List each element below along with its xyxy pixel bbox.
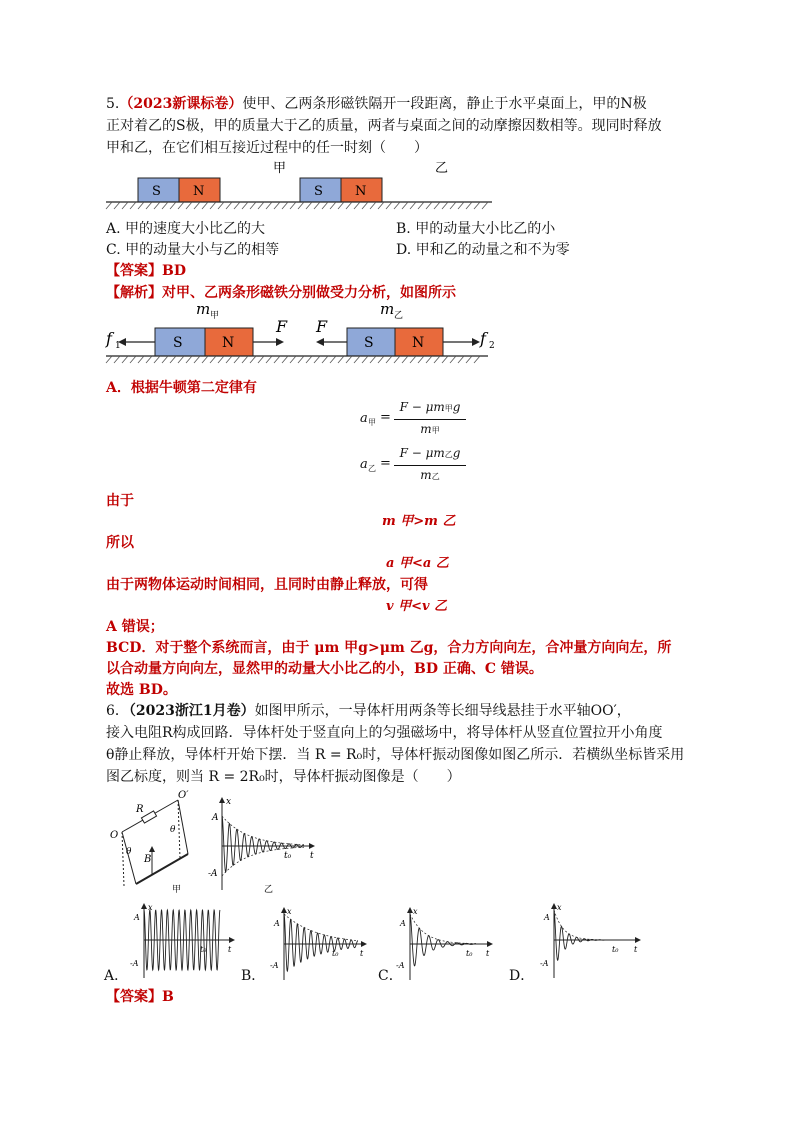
opt-d-label: D． xyxy=(509,968,535,984)
svg-text:x: x xyxy=(226,797,232,807)
svg-text:O: O xyxy=(110,830,119,841)
option-d-graph xyxy=(534,900,644,982)
svg-text:1: 1 xyxy=(115,341,121,351)
fig-jia-circuit xyxy=(104,788,204,896)
option-a-graph xyxy=(120,900,238,982)
q6-stem-line3: θ静止释放，导体杆开始下摆．当 R = R₀时，导体杆振动图像如图乙所示．若横纵坐标皆采用 xyxy=(106,747,685,763)
opt-a-label: A． xyxy=(104,968,129,984)
relation-v: v 甲<v 乙 xyxy=(386,599,448,614)
option-b: B. 甲的动量大小比乙的小 xyxy=(396,221,556,237)
svg-text:-A: -A xyxy=(270,961,279,970)
step-a: A．根据牛顿第二定律有 xyxy=(106,380,257,396)
q6-stem-line2: 接入电阻R构成回路．导体杆处于竖直向上的匀强磁场中，将导体杆从竖直位置拉开小角度 xyxy=(106,725,663,741)
svg-text:f: f xyxy=(106,329,112,348)
svg-text:-A: -A xyxy=(540,959,549,968)
field-arrow-icon xyxy=(149,846,155,852)
fig-yi-graph xyxy=(204,794,320,894)
svg-text:-A: -A xyxy=(396,961,405,970)
svg-text:x: x xyxy=(413,907,418,916)
q5-stem-line3: 甲和乙，在它们相互接近过程中的任一时刻（ ） xyxy=(106,140,428,156)
q5-number: 5. xyxy=(106,96,120,112)
svg-text:θ: θ xyxy=(126,847,132,857)
option-c: C. 甲的动量大小与乙的相等 xyxy=(106,242,280,258)
option-a: A. 甲的速度大小比乙的大 xyxy=(106,221,266,237)
bcd-line2: 以合动量方向向左，显然甲的动量大小比乙的小，BD 正确、C 错误。 xyxy=(106,661,543,677)
svg-text:S: S xyxy=(152,184,161,199)
option-d: D. 甲和乙的动量之和不为零 xyxy=(396,242,570,258)
svg-text:x: x xyxy=(557,903,562,912)
svg-text:t: t xyxy=(228,945,232,954)
q5-answer: 【答案】BD xyxy=(106,263,186,279)
svg-text:m: m xyxy=(380,300,395,318)
conclusion: 故选 BD。 xyxy=(106,682,177,698)
q5-stem-line2: 正对着乙的S极，甲的质量大于乙的质量，两者与桌面之间的动摩擦因数相等。现同时释放 xyxy=(106,118,662,134)
svg-text:t: t xyxy=(360,949,364,958)
svg-text:t₀: t₀ xyxy=(466,949,473,958)
svg-text:f: f xyxy=(480,329,486,348)
svg-text:t: t xyxy=(486,949,490,958)
svg-text:N: N xyxy=(355,184,367,199)
svg-text:A: A xyxy=(400,919,406,928)
svg-text:x: x xyxy=(287,907,292,916)
q6-stem-line4: 图乙标度，则当 R = 2R₀时，导体杆振动图像是（ ） xyxy=(106,769,461,785)
damped-curve-b xyxy=(284,914,358,971)
svg-text:甲: 甲 xyxy=(210,311,220,321)
equation-a-jia: a 甲 = F − μm甲g m甲 xyxy=(360,400,480,442)
relation-m: m 甲>m 乙 xyxy=(382,514,456,529)
time-line: 由于两物体运动时间相同，且同时由静止释放，可得 xyxy=(106,577,428,593)
opt-c-label: C． xyxy=(378,968,403,984)
damped-curve-d xyxy=(554,910,630,960)
svg-text:t₀: t₀ xyxy=(332,949,339,958)
option-c-graph xyxy=(396,904,496,984)
q5-force-figure xyxy=(100,296,510,378)
a-wrong: A 错误； xyxy=(106,619,164,635)
svg-text:θ: θ xyxy=(170,825,176,835)
svg-text:A: A xyxy=(134,913,140,922)
svg-text:O′: O′ xyxy=(178,790,189,801)
resistor-icon xyxy=(141,811,156,823)
svg-text:A: A xyxy=(544,913,550,922)
svg-text:m: m xyxy=(196,300,211,318)
q6-stem-line1: 6．（2023浙江1月卷）如图甲所示，一导体杆用两条等长细导线悬挂于水平轴OO′， xyxy=(106,703,631,719)
damped-curve-c xyxy=(410,914,476,966)
bcd-line1: BCD．对于整个系统而言，由于 μm 甲g>μm 乙g，合力方向向左，合冲量方向向左，所 xyxy=(106,640,672,656)
svg-text:S: S xyxy=(364,335,374,351)
svg-text:S: S xyxy=(173,335,183,351)
q6-source: （2023浙江1月卷） xyxy=(128,703,255,719)
q5-analysis-intro: 【解析】对甲、乙两条形磁铁分别做受力分析，如图所示 xyxy=(106,285,456,301)
q5-source: （2023新课标卷） xyxy=(119,96,243,112)
q5-stem-line1: 5.（2023新课标卷）使甲、乙两条形磁铁隔开一段距离，静止于水平桌面上，甲的N极 xyxy=(106,96,647,112)
svg-text:t: t xyxy=(310,851,314,861)
relation-a: a 甲<a 乙 xyxy=(386,556,449,571)
svg-text:R: R xyxy=(136,804,144,815)
q6-number: 6． xyxy=(106,703,129,719)
label-jia: 甲 xyxy=(273,161,287,176)
q6-answer: 【答案】B xyxy=(106,989,174,1005)
equation-a-yi: a 乙 = F − μm乙g m乙 xyxy=(360,446,480,488)
so: 所以 xyxy=(106,535,134,551)
svg-text:2: 2 xyxy=(489,341,495,351)
svg-text:t₀: t₀ xyxy=(200,945,207,954)
opt-b-label: B． xyxy=(241,968,266,984)
option-b-graph xyxy=(270,904,370,984)
svg-text:-A: -A xyxy=(130,959,139,968)
svg-text:N: N xyxy=(193,184,205,199)
svg-text:t₀: t₀ xyxy=(284,851,292,861)
svg-text:A: A xyxy=(274,919,280,928)
svg-text:A: A xyxy=(212,813,219,823)
svg-text:乙: 乙 xyxy=(394,311,404,321)
svg-text:S: S xyxy=(314,184,323,199)
q5-magnet-figure xyxy=(100,156,500,218)
svg-text:t: t xyxy=(634,945,638,954)
hatching xyxy=(106,202,488,209)
svg-text:N: N xyxy=(412,335,425,351)
label-yi: 乙 xyxy=(435,161,449,176)
svg-text:t₀: t₀ xyxy=(612,945,619,954)
svg-text:N: N xyxy=(222,335,235,351)
svg-text:-A: -A xyxy=(208,869,218,879)
svg-text:乙: 乙 xyxy=(264,885,274,894)
since: 由于 xyxy=(106,493,134,509)
svg-text:F: F xyxy=(316,317,328,336)
svg-text:F: F xyxy=(276,317,288,336)
svg-text:B: B xyxy=(144,854,152,865)
svg-text:甲: 甲 xyxy=(172,885,182,895)
svg-text:x: x xyxy=(148,903,153,912)
